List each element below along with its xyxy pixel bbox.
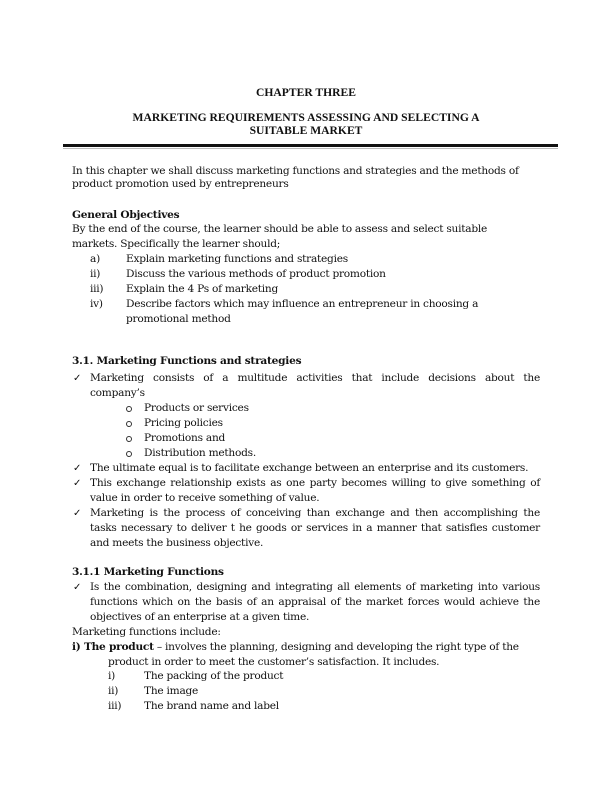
product-item-marker: i) [108, 670, 116, 682]
product-item-text: The image [144, 685, 199, 697]
product-description: – involves the planning, designing and developing the right type of the [153, 641, 519, 653]
bullet-text-cont: value in order to receive something of value. [90, 492, 320, 504]
sub-item: Products or services [144, 402, 249, 414]
check-icon: ✓ [73, 373, 82, 384]
objective-text: Describe factors which may influence an entrepreneur in choosing a [126, 298, 479, 310]
objectives-heading: General Objectives [72, 209, 180, 221]
bullet-text-cont: objectives of an enterprise at a given time. [90, 611, 310, 623]
product-label: i) The product [72, 641, 154, 653]
check-icon: ✓ [73, 582, 82, 593]
check-icon: ✓ [73, 508, 82, 519]
bullet-text: The ultimate equal is to facilitate exchange between an enterprise and its customers. [90, 462, 529, 474]
objectives-line2: markets. Specifically the learner should; [72, 238, 281, 250]
chapter-title-line1: MARKETING REQUIREMENTS ASSESSING AND SELECTING A [132, 111, 480, 124]
title-divider [63, 144, 558, 147]
objective-text: Discuss the various methods of product promotion [126, 268, 386, 280]
intro-line1: In this chapter we shall discuss marketing functions and strategies and the methods of [72, 165, 519, 177]
intro-line2: product promotion used by entrepreneurs [72, 178, 289, 190]
bullet-text: Is the combination, designing and integrating all elements of marketing into various [90, 581, 540, 593]
check-icon: ✓ [73, 463, 82, 474]
objective-text: Explain marketing functions and strategies [126, 253, 348, 265]
product-item-text: The packing of the product [144, 670, 284, 682]
objective-text-cont: promotional method [126, 313, 231, 325]
product-item-marker: iii) [108, 700, 122, 712]
check-icon: ✓ [73, 478, 82, 489]
bullet-text: This exchange relationship exists as one party becomes willing to give something of [90, 477, 540, 489]
bullet-text-cont: tasks necessary to deliver t he goods or services in a manner that satisfies customer [90, 522, 540, 534]
section-3-1-heading: 3.1. Marketing Functions and strategies [72, 355, 302, 367]
objective-marker: ii) [90, 268, 101, 280]
objective-marker: iv) [90, 298, 103, 310]
objectives-line1: By the end of the course, the learner should be able to assess and select suitable [72, 223, 488, 235]
sub-item: Promotions and [144, 432, 226, 444]
section-3-1-1-heading: 3.1.1 Marketing Functions [72, 566, 224, 578]
circle-bullet-icon [126, 436, 132, 442]
bullet-text: Marketing consists of a multitude activities that include decisions about the [90, 372, 540, 384]
objective-text: Explain the 4 Ps of marketing [126, 283, 279, 295]
bullet-text: Marketing is the process of conceiving than exchange and then accomplishing the [90, 507, 540, 519]
objective-marker: a) [90, 253, 100, 265]
chapter-title-line2: SUITABLE MARKET [249, 124, 363, 137]
circle-bullet-icon [126, 406, 132, 412]
chapter-label: CHAPTER THREE [256, 86, 356, 99]
bullet-text-cont: functions which on the basis of an appraisal of the market forces would achieve the [90, 596, 540, 608]
circle-bullet-icon [126, 421, 132, 427]
objective-marker: iii) [90, 283, 104, 295]
functions-include-label: Marketing functions include: [72, 626, 221, 638]
sub-item: Pricing policies [144, 417, 223, 429]
product-item-text: The brand name and label [144, 700, 279, 712]
bullet-text-cont: and meets the business objective. [90, 537, 264, 549]
product-item-marker: ii) [108, 685, 119, 697]
title-divider-shadow [63, 148, 558, 149]
product-line1 [72, 641, 519, 654]
bullet-text-cont: company’s [90, 387, 145, 399]
circle-bullet-icon [126, 451, 132, 457]
sub-item: Distribution methods. [144, 447, 256, 459]
product-line2: product in order to meet the customer’s satisfaction. It includes. [108, 656, 440, 668]
